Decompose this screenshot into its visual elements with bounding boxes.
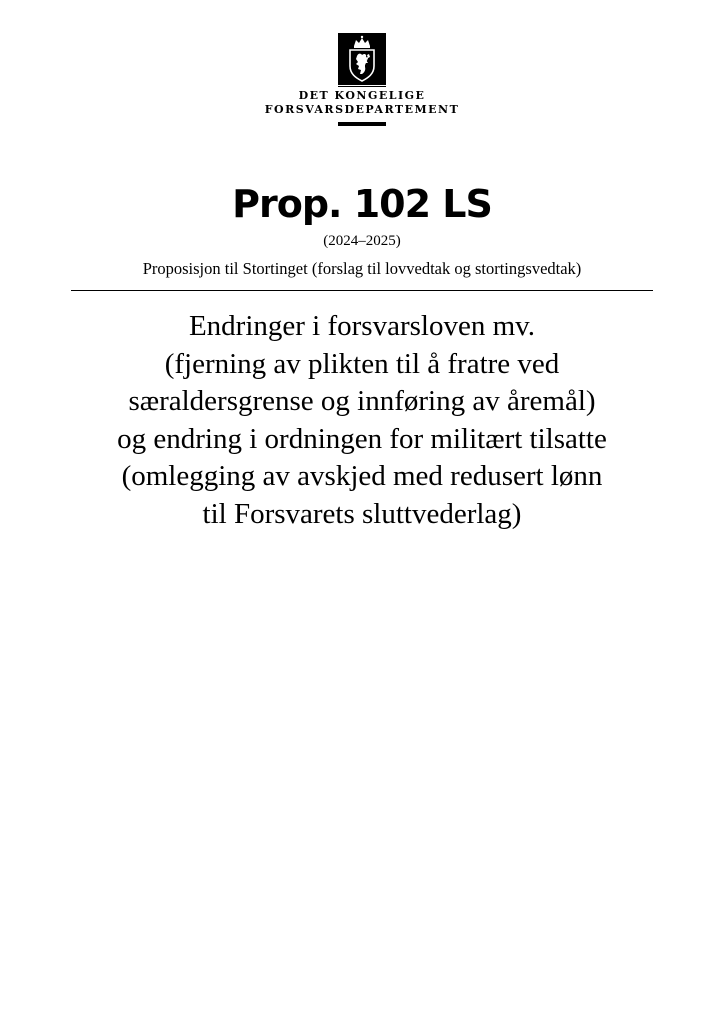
heading-line: (omlegging av avskjed med redusert lønn [121, 460, 603, 492]
logo-rule-top [338, 86, 386, 87]
department-name-line1: DET KONGELIGE [298, 89, 426, 102]
heading-line: og endring i ordningen for militært tilsatte [117, 422, 607, 455]
document-heading [40, 308, 684, 533]
norwegian-coat-of-arms-icon [338, 33, 386, 85]
heading-line: (fjerning av plikten til å fratre ved [164, 347, 560, 380]
department-name-line2: FORSVARSDEPARTEMENT [264, 103, 460, 116]
session-years: (2024–2025) [323, 233, 401, 249]
logo-rule-bottom [338, 122, 386, 126]
proposition-title: Prop. 102 LS [232, 182, 492, 226]
heading-line: Endringer i forsvarsloven mv. [188, 310, 536, 342]
heading-line: til Forsvarets sluttvederlag) [202, 497, 522, 530]
department-logo [262, 33, 462, 130]
title-divider [71, 290, 653, 291]
heading-line: særaldersgrense og innføring av åremål) [128, 385, 596, 417]
proposition-subtitle: Proposisjon til Stortinget (forslag til lovvedtak og stortingsvedtak) [142, 259, 582, 278]
